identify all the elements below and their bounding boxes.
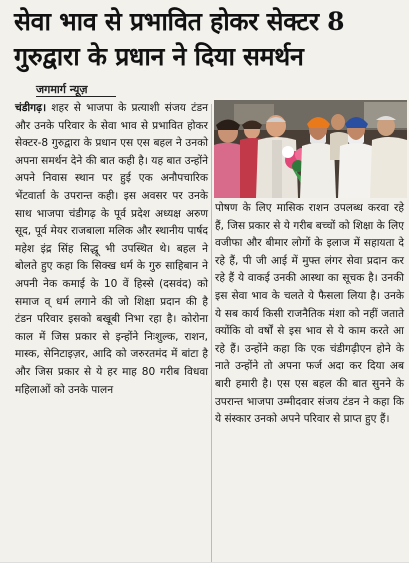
headline-line-2: गुरुद्वारा के प्रधान ने दिया समर्थन [14, 42, 304, 71]
column-divider [211, 104, 212, 562]
news-photo [214, 100, 407, 198]
article-text-left: शहर से भाजपा के प्रत्याशी संजय टंडन और उनके परिवार के सेवा भाव से प्रभावित होकर सेक्टर-8 गुरुद्वारा के प्रधान एस एस बहल ने उनको अपना समर्थन देने की बात कही है। यह बात उन्होंने अपने निवास स्थान पर हुई एक अनौपचारिक भेंटवार्ता के उपरान्त कही। इस अवसर पर उनके साथ भाजपा चंडीगढ़ के पूर्व प्रदेश अध्यक्ष अरुण सूद, पूर्व मेयर राजबाला मलिक और स्थानीय पार्षद महेश इंद्र सिंह सिद्धू भी उपस्थित थे। बहल ने बोलते हुए कहा कि सिक्ख धर्म के गुरु साहिबान ने अपनी नेक कमाई के 10 वें हिस्से (दसवंद) को समाज व् धर्म लगाने की जो शिक्षा प्रदान की है टंडन परिवार इसको बखूबी निभा रहा है। कोरोना काल में जिस प्रकार से इन्होंने निःशुल्क, राशन, मास्क, सेनिटाइज़र, आदि को जरुरतमंद में बांटा है और जिस प्रकार से ये हर माह 80 गरीब विधवा महिलाओं को उनके पालन [15, 102, 208, 396]
byline: जगमार्ग न्यूज़ [36, 83, 116, 97]
article-body-right-column [215, 200, 404, 429]
headline [14, 4, 406, 74]
article-text-right: पोषण के लिए मासिक राशन उपलब्ध करवा रहे हैं, जिस प्रकार से ये गरीब बच्चों को शिक्षा के लिए वजीफा और बीमार लोगों के इलाज में सहायता दे रहे हैं, पी जी आई में मुफ्त लंगर सेवा प्रदान कर रहे हैं ये वाकई उनकी आस्था का सूचक है। उनकी इस सेवा भाव के चलते ये फैसला लिया है। उनके ये सब कार्य किसी राजनैतिक मंशा को नहीं जताते क्योंकि वो वर्षों से इस भाव से ये काम करते आ रहे हैं। उन्होंने कहा कि एक चंडीगढ़ीएन होने के नाते उन्होंने तो अपना फर्ज अदा कर दिया अब बारी हमारी है। एस एस बहल की बात सुनने के उपरान्त भाजपा उम्मीदवार संजय टंडन ने कहा कि ये संस्कार उनको अपने परिवार से प्राप्त हुए हैं। [215, 202, 404, 426]
dateline: चंडीगढ़। [15, 102, 47, 114]
article-body-left-column [15, 100, 208, 399]
headline-line-1: सेवा भाव से प्रभावित होकर सेक्टर 8 [14, 7, 345, 36]
page-bottom-edge [0, 562, 409, 578]
